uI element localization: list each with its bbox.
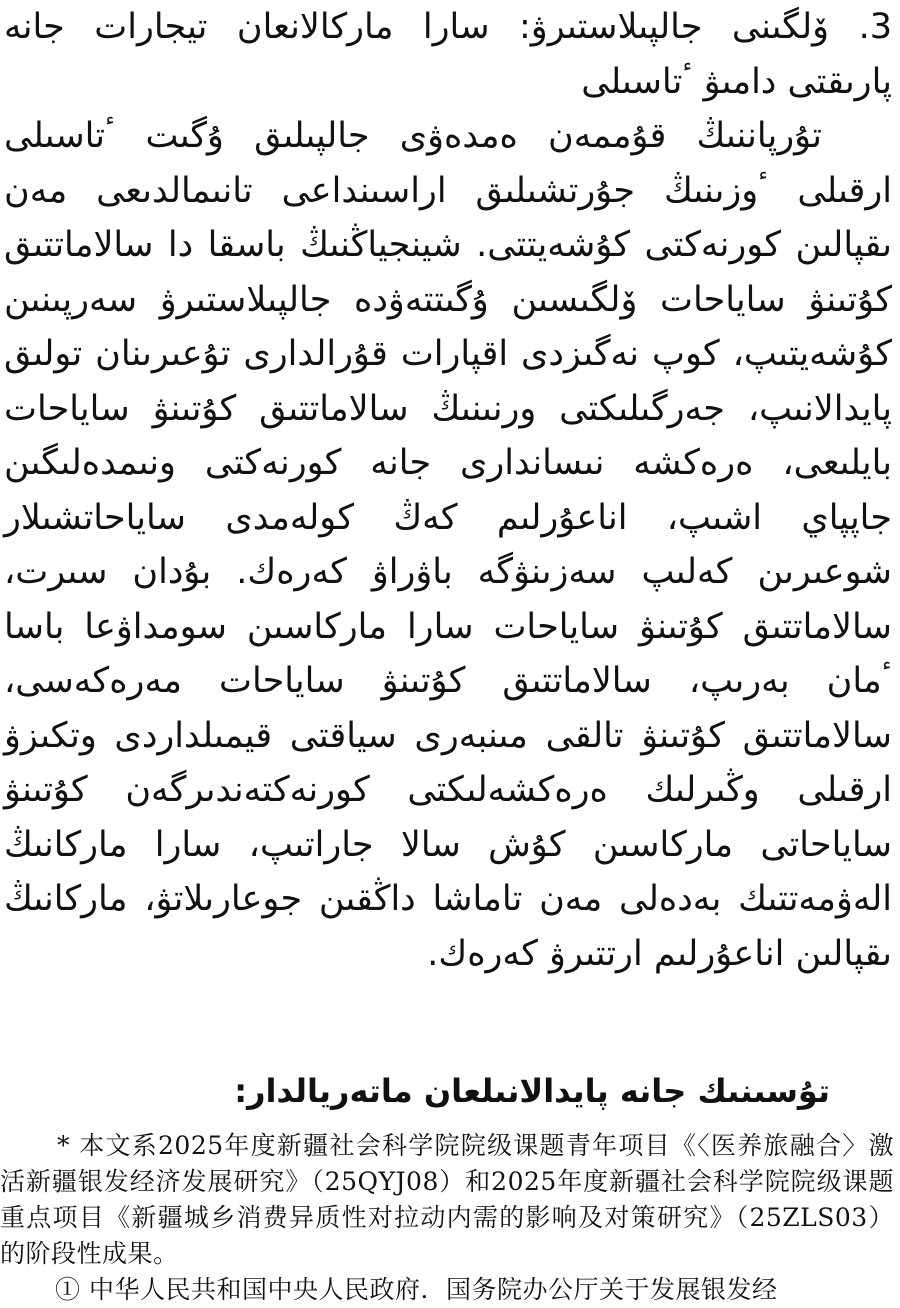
references-heading: تۇسىنىك جانە پايدالانىلعان ماتەريالدار: — [234, 1072, 830, 1110]
section-title: ۆلگىنى جالپىلاستىرۋ: سارا ماركالانعان تيجارات جانە پارىقتى دامىۋ ٴتاسىلى — [4, 7, 892, 102]
reference-note-1: ① 中华人民共和国中央人民政府．国务院办公厅关于发展银发经 — [55, 1275, 778, 1304]
section-number: 3. — [858, 7, 892, 47]
section-paragraph: تۇرپاننىڭ قۇممەن ەمدەۋى جالپىلىق ۇگىت ٴتاسىلى ارقىلى ٴوزىنىڭ جۇرتشىلىق اراسىنداعى تانىمالدىعى مەن ىقپالىن كورنەكتى كۇشەيتتى. شينجياڭنىڭ باسقا دا سالاماتتىق كۇتىنۋ ساياحات ۆلگىسىن ۇگىتتەۋدە جالپىلاستىرۋ سەرپىنىن كۇشەيتىپ، كوپ نەگىزدى اقپارات قۇرالدارى تۇعىرىنان تولىق پايدالانىپ، جەرگىلىكتى ورنىنىڭ سالاماتتىق كۇتىنۋ ساياحات بايلىعى، ەرەكشە نىساندارى جانە كورنەكتى ونىمدەلىگىن جاپپاي اشىپ، اناعۇرلىم كەڭ كولەمدى ساياحاتشىلار شوعىرىن كەلىپ سەزىنۋگە باۋراۋ كەرەك. بۇدان سىرت، سالاماتتىق كۇتىنۋ ساياحات سارا ماركاسىن سومداۋعا باسا ٴمان بەرىپ، سالاماتتىق كۇتىنۋ ساياحات مەرەكەسى، سالاماتتىق كۇتىنۋ تالقى مىنبەرى سياقتى قيمىلداردى وتكىزۋ ارقىلى وڭىرلىك ەرەكشەلىكتى كورنەكتەندىرگەن كۇتىنۋ ساياحاتى ماركاسىن كۇش سالا جاراتىپ، سارا ماركانىڭ الەۋمەتتىك بەدەلى مەن تاماشا داڭقىن جوعارىلاتۋ، ماركانىڭ ىقپالىن اناعۇرلىم ارتتىرۋ كەرەك. — [4, 116, 892, 974]
body-text — [4, 0, 892, 981]
funding-note: * 本文系2025年度新疆社会科学院院级课题青年项目《〈医养旅融合〉激活新疆银发经济发展研究》（25QYJ08）和2025年度新疆社会科学院院级课题重点项目《新疆城乡消费异质性对拉动内需的影响及对策研究》（25ZLS03）的阶段性成果。 — [0, 1131, 894, 1268]
section-heading — [4, 0, 892, 109]
footnotes — [0, 1128, 894, 1308]
